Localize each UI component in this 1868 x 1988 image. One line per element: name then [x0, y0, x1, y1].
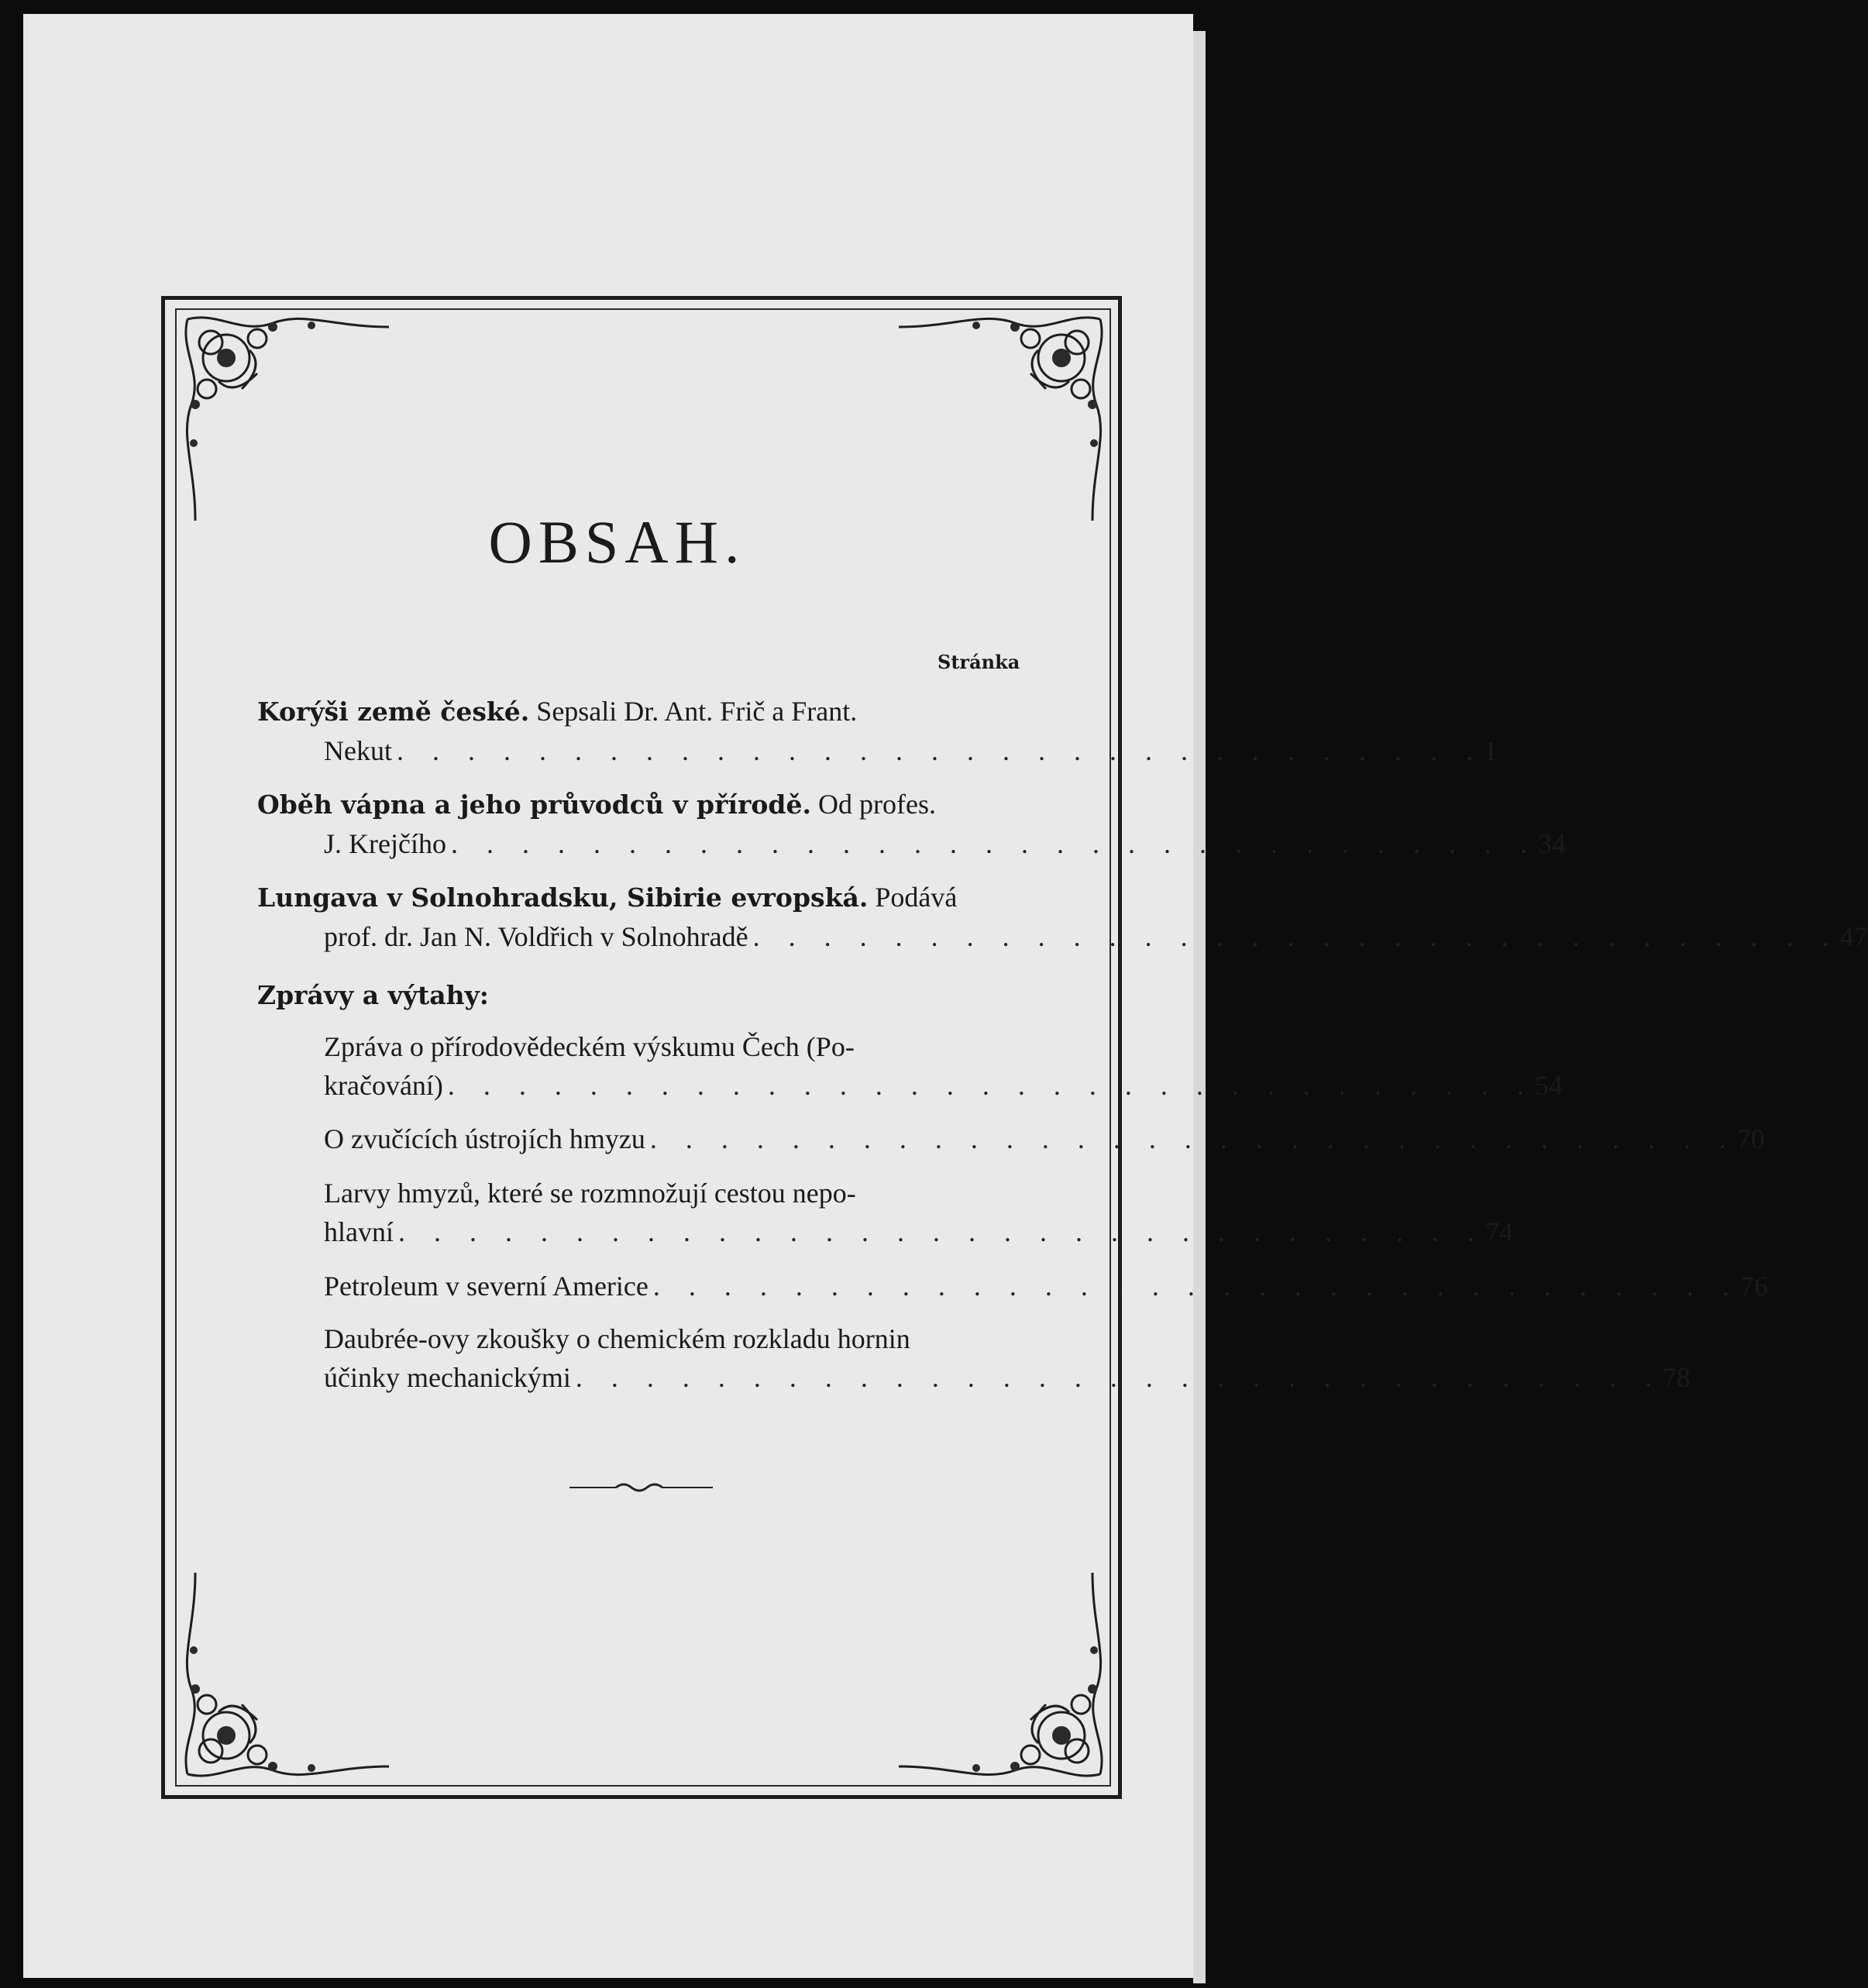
corner-ornament-top-right-icon — [891, 304, 1116, 528]
toc-entry[interactable] — [257, 692, 1498, 770]
toc-subentry[interactable] — [324, 1174, 1513, 1251]
entry-continuation: J. Krejčího — [324, 828, 446, 859]
page-edge-strip — [1193, 31, 1206, 1983]
decorative-divider-icon — [569, 1482, 713, 1493]
page-number: 34 — [1537, 828, 1566, 859]
page-number: 47 — [1839, 921, 1868, 952]
entry-continuation: Nekut — [324, 735, 392, 766]
leader-dots: . . . . . . . . . . . . . . . . . . . . . . . . . . . . . . . — [396, 735, 1484, 766]
corner-ornament-bottom-right-icon — [891, 1565, 1116, 1790]
entry-author: Od profes. — [811, 789, 936, 820]
entry-continuation: prof. dr. Jan N. Voldřich v Solnohradě — [324, 921, 748, 952]
leader-dots: . . . . . . . . . . . . . . . . . . . . . . . . . . . . . . . — [752, 921, 1840, 952]
subentry-title: Larvy hmyzů, které se rozmnožují cestou nepo- — [324, 1178, 856, 1209]
leader-dots: . . . . . . . . . . . . . . . . . . . . . . . . . . . . . . . — [649, 1123, 1737, 1154]
leader-dots: . . . . . . . . . . . . . . . . . . . . . . . . . . . . . . . — [450, 828, 1538, 859]
leader-dots: . . . . . . . . . . . . . . . . . . . . . . . . . . . . . . . — [652, 1271, 1740, 1302]
page-title: OBSAH. — [488, 508, 746, 576]
page-number: 74 — [1484, 1216, 1513, 1247]
toc-entry[interactable] — [257, 785, 1566, 863]
page-column-header: Stránka — [937, 651, 1020, 673]
corner-ornament-top-left-icon — [172, 304, 397, 528]
corner-ornament-bottom-left-icon — [172, 1565, 397, 1790]
leader-dots: . . . . . . . . . . . . . . . . . . . . . . . . . . . . . . . — [575, 1362, 1663, 1393]
page-number: 1 — [1483, 735, 1498, 766]
entry-title-bold: Korýši země české. — [257, 696, 530, 727]
entry-author: Sepsali Dr. Ant. Frič a Frant. — [529, 696, 858, 727]
entry-title-bold: Oběh vápna a jeho průvodců v přírodě. — [257, 789, 811, 820]
toc-subentry[interactable] — [324, 1319, 1691, 1397]
page-number: 78 — [1662, 1362, 1691, 1393]
subentry-continuation: kračování) — [324, 1070, 443, 1101]
toc-subentry[interactable] — [324, 1120, 1765, 1158]
subentry-title: Zpráva o přírodovědeckém výskumu Čech (Po- — [324, 1031, 855, 1062]
subentry-continuation: hlavní — [324, 1216, 394, 1247]
page-number: 70 — [1736, 1123, 1765, 1154]
entry-author: Podává — [868, 882, 958, 913]
subentry-title: Petroleum v severní Americe — [324, 1271, 648, 1302]
section-title: Zprávy a výtahy: — [257, 980, 489, 1010]
leader-dots: . . . . . . . . . . . . . . . . . . . . . . . . . . . . . . . — [447, 1070, 1535, 1101]
toc-subentry[interactable] — [324, 1267, 1768, 1305]
leader-dots: . . . . . . . . . . . . . . . . . . . . . . . . . . . . . . . — [397, 1216, 1485, 1247]
toc-entry[interactable] — [257, 878, 1868, 956]
section-heading — [257, 976, 1032, 1015]
subentry-title: O zvučících ústrojích hmyzu — [324, 1123, 645, 1154]
toc-subentry[interactable] — [324, 1027, 1563, 1105]
page-number: 54 — [1534, 1070, 1563, 1101]
entry-title-bold: Lungava v Solnohradsku, Sibirie evropská. — [257, 882, 869, 913]
subentry-continuation: účinky mechanickými — [324, 1362, 571, 1393]
subentry-title: Daubrée-ovy zkoušky o chemickém rozkladu hornin — [324, 1323, 910, 1354]
page-number: 76 — [1739, 1271, 1768, 1302]
